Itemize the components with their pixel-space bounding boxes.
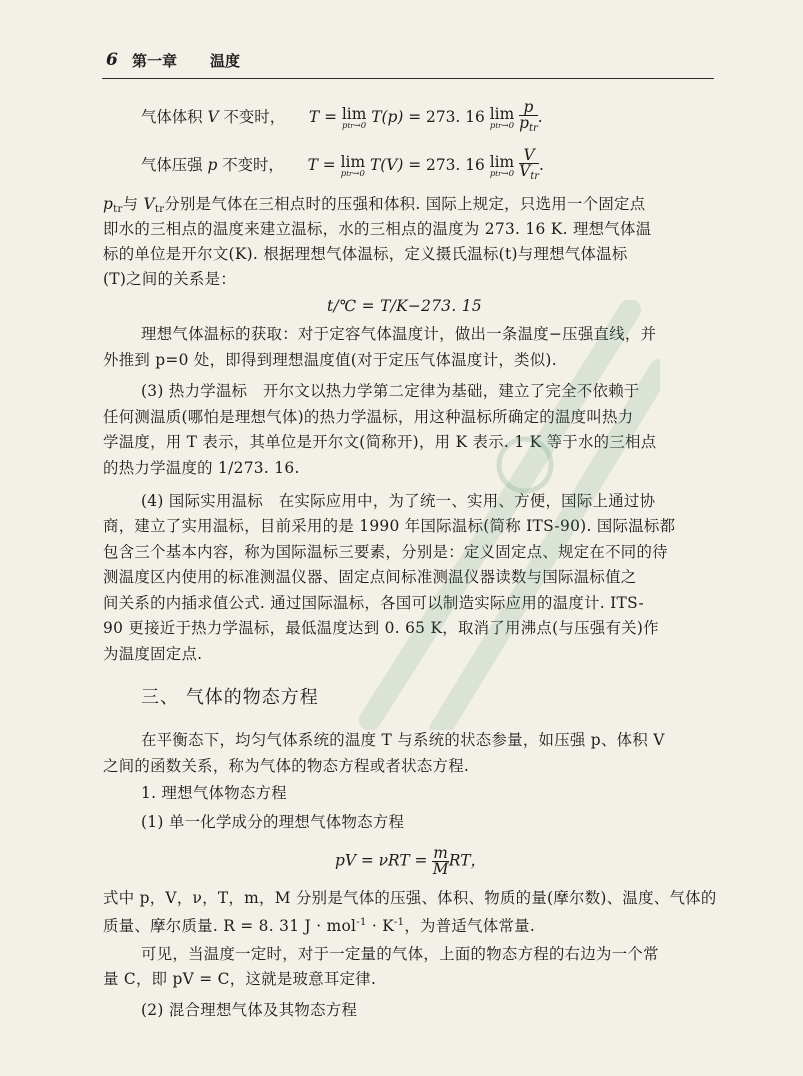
fraction: $\frac{V}{V_{tr}}$ xyxy=(519,146,539,182)
paragraph-line: 外推到 p=0 处，即得到理想温度值(对于定压气体温度计，类似). xyxy=(103,351,557,369)
section-heading: 三、 气体的物态方程 xyxy=(141,687,319,708)
lim-operator: lim ptr→0 xyxy=(489,152,515,179)
paragraph-line: (3) 热力学温标 开尔文以热力学第二定律为基础，建立了完全不依赖于 xyxy=(141,382,640,400)
paragraph-line: 即水的三相点的温度来建立温标，水的三相点的温度为 273. 16 K. 理想气体温 xyxy=(103,220,652,238)
fraction: $\frac{m}{M}$ xyxy=(432,844,449,878)
paragraph-line: 之间的函数关系，称为气体的物态方程或者状态方程. xyxy=(103,757,470,775)
subheading: (1) 单一化学成分的理想气体物态方程 xyxy=(141,813,405,831)
lim-operator: lim ptr→0 xyxy=(340,152,366,179)
page-header xyxy=(102,42,714,79)
paragraph-line: 学温度，用 T 表示，其单位是开尔文(简称开)，用 K 表示. 1 K 等于水的三相点 xyxy=(103,433,657,451)
paragraph-line: 质量、摩尔质量. R = 8. 31 $J \cdot mol^{-1} \cdot K^{-1}$，为普适气体常量. xyxy=(103,917,536,935)
formula-constant-pressure: 气体压强 p 不变时， T = lim ptr→0 T(V) = 273. 16 lim ptr→0 $\frac{V}{V_{tr}}$ . xyxy=(141,146,544,182)
ideal-gas-equation: pV = νRT = $\frac{m}{M}$ RT， xyxy=(335,844,486,878)
formula-constant-volume: 气体体积 V 不变时， T = lim ptr→0 T(p) = 273. 16 lim ptr→0 $\frac{p}{p_{tr}}$ . xyxy=(141,98,543,134)
paragraph-line: 标的单位是开尔文(K). 根据理想气体温标，定义摄氏温标(t)与理想气体温标 xyxy=(103,245,628,263)
subheading: (2) 混合理想气体及其物态方程 xyxy=(141,1001,358,1019)
paragraph-line: (4) 国际实用温标 在实际应用中，为了统一、实用、方便，国际上通过协 xyxy=(141,492,656,510)
paragraph-line: 90 更接近于热力学温标，最低温度达到 0. 65 K，取消了用沸点(与压强有关)作 xyxy=(103,619,659,637)
paragraph-line: 在平衡态下，均匀气体系统的温度 T 与系统的状态参量，如压强 p、体积 V xyxy=(141,731,665,749)
subheading: 1. 理想气体物态方程 xyxy=(141,784,288,802)
paragraph-line: (T)之间的关系是： xyxy=(103,270,237,288)
paragraph-line: 量 C，即 pV = C，这就是玻意耳定律. xyxy=(103,970,377,988)
paragraph-line: 式中 p，V，ν，T，m，M 分别是气体的压强、体积、物质的量(摩尔数)、温度、气体的 xyxy=(103,889,717,907)
paragraph-line: 商，建立了实用温标，目前采用的是 1990 年国际温标(简称 ITS-90). 国际温标都 xyxy=(103,517,676,535)
paragraph-line: 测温度区内使用的标准测温仪器、固定点间标准测温仪器读数与国际温标值之 xyxy=(103,568,637,586)
paragraph-line: 理想气体温标的获取：对于定容气体温度计，做出一条温度−压强直线，并 xyxy=(141,325,657,343)
page-number: 6 xyxy=(106,50,118,70)
celsius-equation: t/℃ = T/K−273. 15 xyxy=(327,297,482,315)
fraction: $\frac{p}{p_{tr}}$ xyxy=(519,98,538,134)
paragraph-line: 间关系的内插求值公式. 通过国际温标，各国可以制造实际应用的温度计. ITS- xyxy=(103,594,645,612)
paragraph-line: 任何测温质(哪怕是理想气体)的热力学温标，用这种温标所确定的温度叫热力 xyxy=(103,408,634,426)
paragraph-line: $p_{tr}$与 $V_{tr}$分别是气体在三相点时的压强和体积. 国际上规定，只选用一个固定点 xyxy=(103,195,646,215)
paragraph-line: 可见，当温度一定时，对于一定量的气体，上面的物态方程的右边为一个常 xyxy=(141,945,659,963)
lim-operator: lim ptr→0 xyxy=(341,104,367,131)
chapter-label: 第一章 xyxy=(132,52,178,70)
paragraph-line: 包含三个基本内容，称为国际温标三要素，分别是：定义固定点、规定在不同的待 xyxy=(103,543,668,561)
paragraph-line: 的热力学温度的 1/273. 16. xyxy=(103,459,300,477)
lim-operator: lim ptr→0 xyxy=(489,104,515,131)
paragraph-line: 为温度固定点. xyxy=(103,645,203,663)
chapter-title: 温度 xyxy=(210,52,241,70)
